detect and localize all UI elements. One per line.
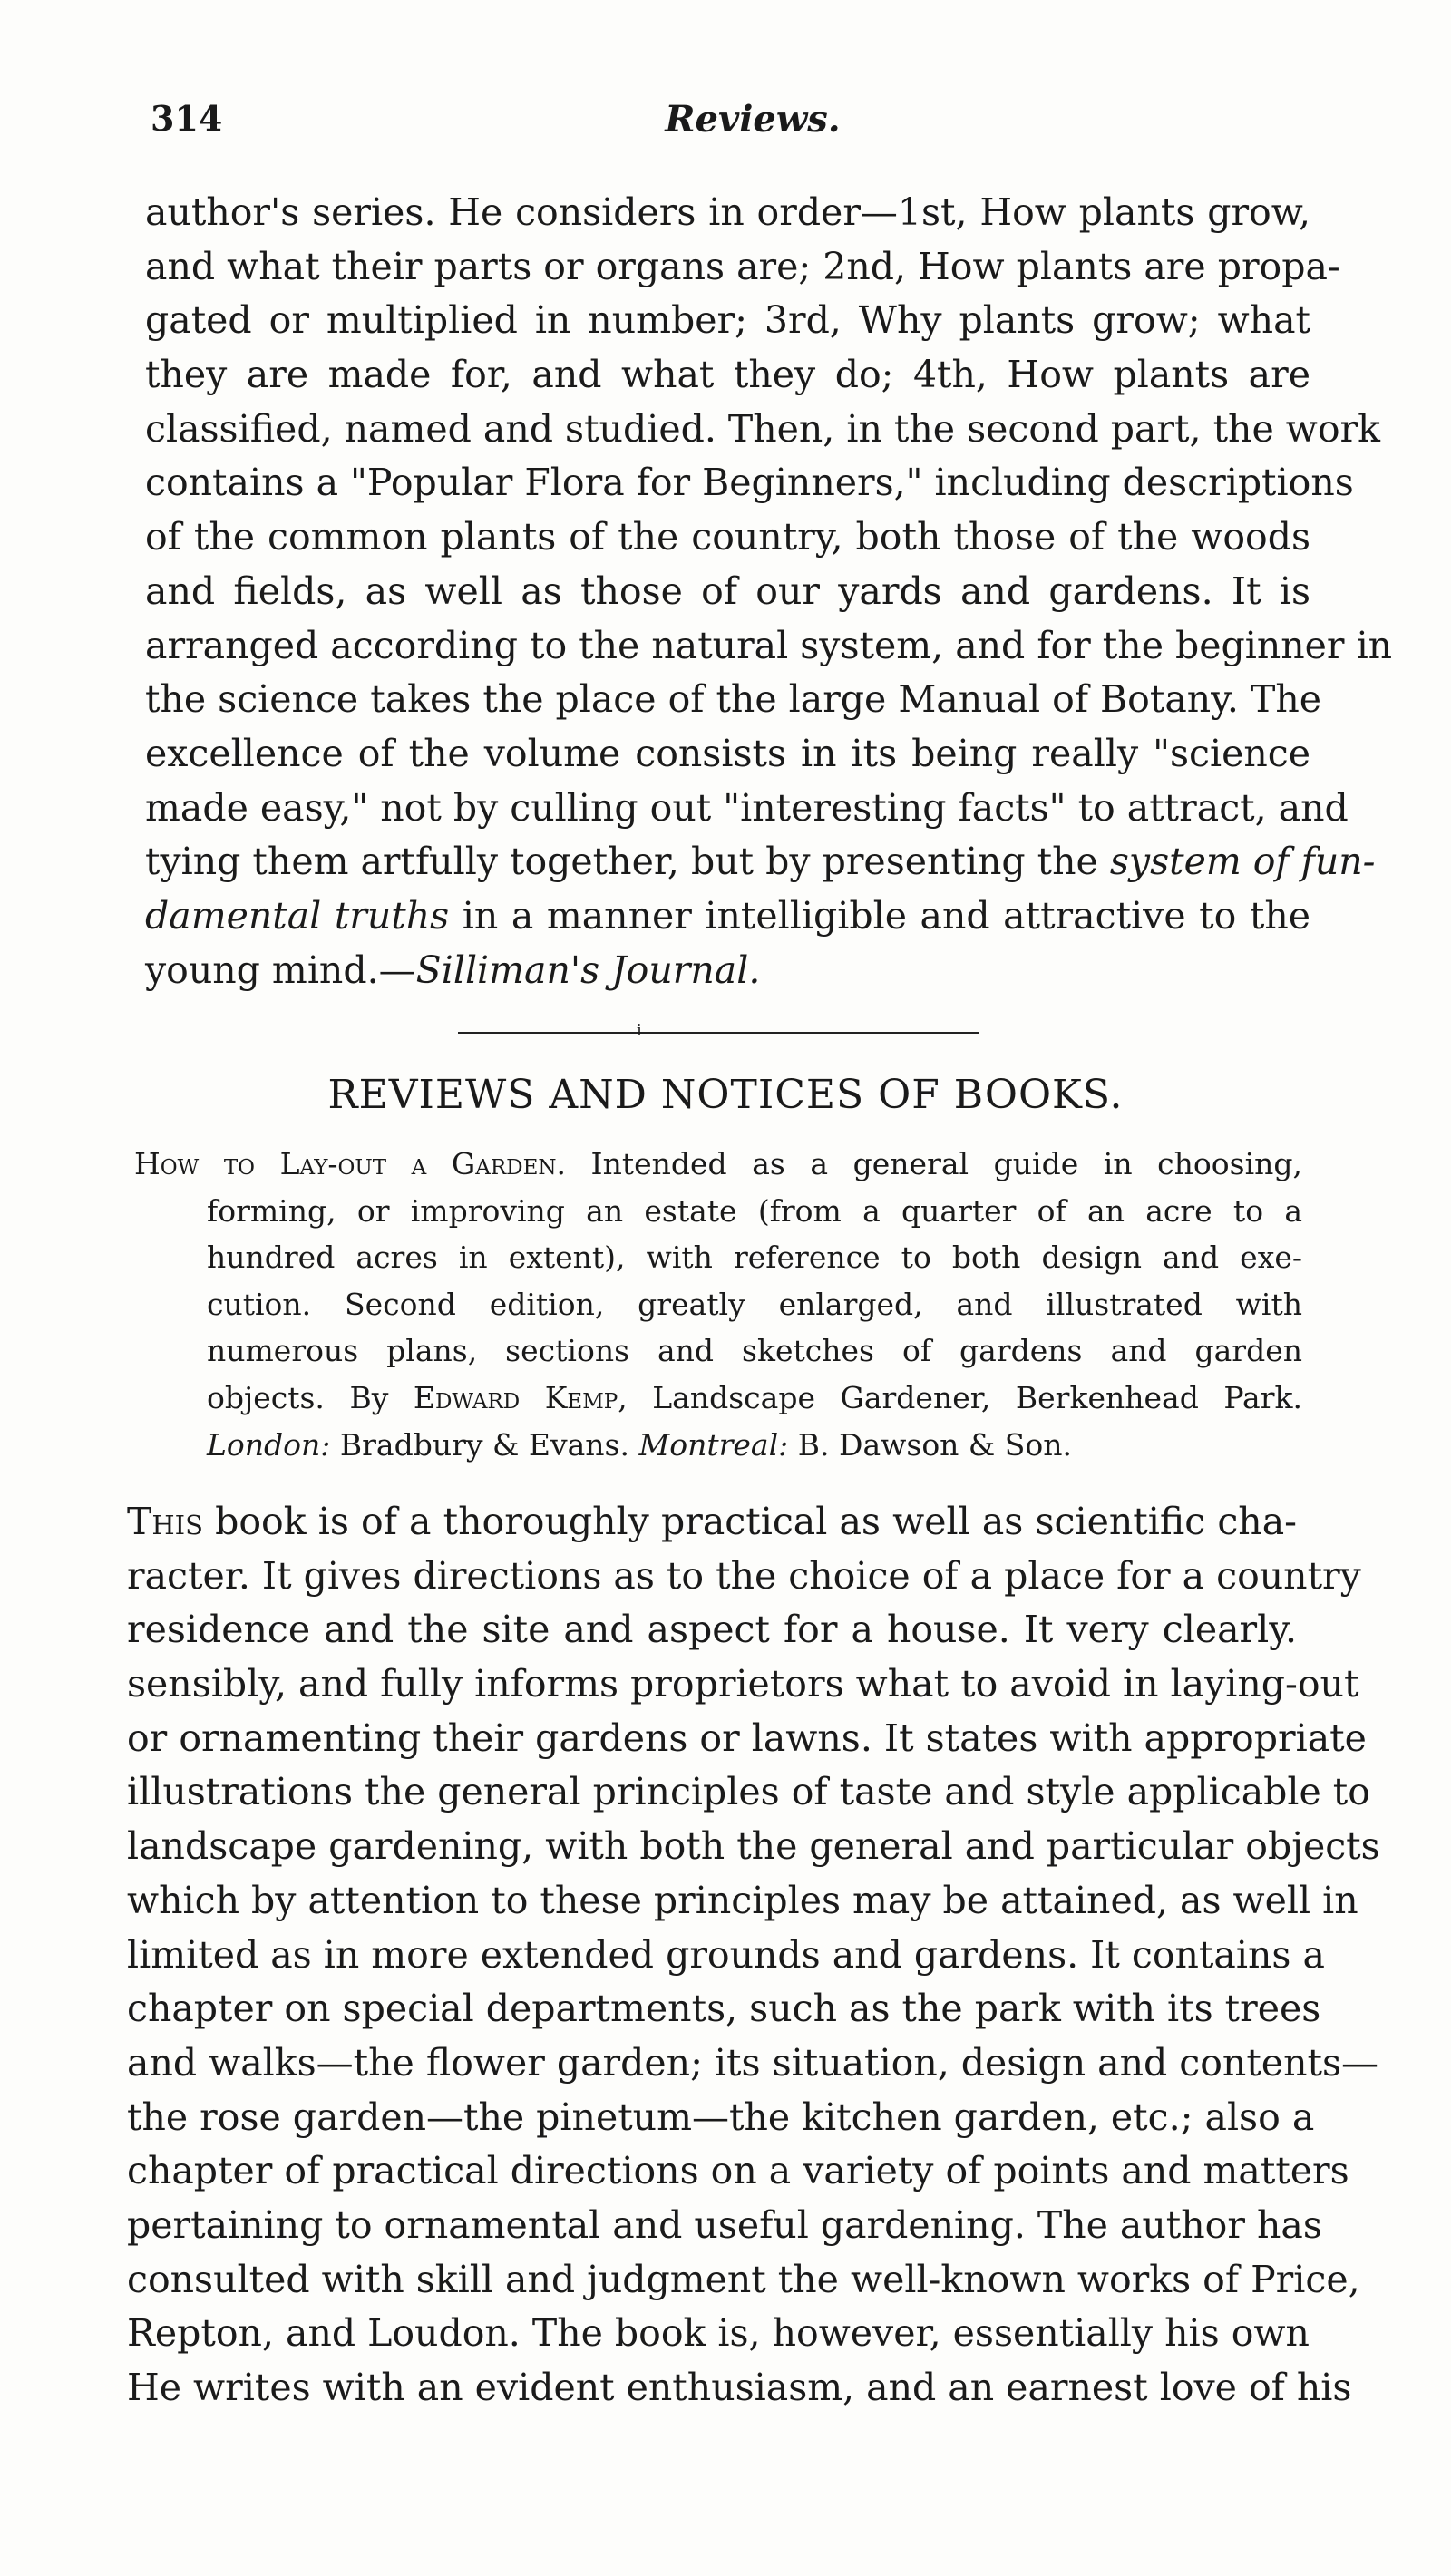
text-line: chapter on special departments, such as the park with its trees (127, 1987, 1321, 2031)
text-line: the science takes the place of the large Manual of Botany. The (145, 677, 1321, 722)
text-line (145, 944, 1310, 998)
text-line: consulted with skill and judgment the well-known works of Price, (127, 2257, 1360, 2301)
text-line (127, 1495, 1297, 1550)
text-segment: Intended as a general guide in choosing, (565, 1146, 1302, 1181)
text-line: classified, named and studied. Then, in the second part, the work (145, 406, 1380, 451)
opening-word: This (127, 1500, 203, 1543)
publisher: B. Dawson & Son. (788, 1426, 1073, 1463)
text-line: the rose garden—the pinetum—the kitchen garden, etc.; also a (127, 2095, 1315, 2139)
text-line: pertaining to ornamental and useful gardening. The author has (127, 2202, 1322, 2247)
text-segment: objects. By (207, 1379, 414, 1415)
text-line: and walks—the flower garden; its situation, design and contents— (127, 2040, 1378, 2085)
text-segment: tying them artfully together, but by presenting the (145, 840, 1110, 884)
notice-line: cution. Second edition, greatly enlarged, and illustrated with (207, 1286, 1302, 1322)
text-line: which by attention to these principles may be attained, as well in (127, 1878, 1358, 1922)
author-name: Edward Kemp (413, 1379, 618, 1415)
text-segment: , Landscape Gardener, Berkenhead Park. (618, 1379, 1302, 1415)
notice-line: numerous plans, sections and sketches of gardens and garden (207, 1333, 1302, 1369)
divider-mark: i (637, 1021, 642, 1040)
text-segment: book is of a thoroughly practical as well as scientific cha- (202, 1500, 1297, 1543)
city-label: Montreal: (638, 1426, 789, 1463)
italic-segment: damental truths (145, 893, 450, 938)
text-line: chapter of practical directions on a variety of points and matters (127, 2149, 1349, 2193)
section-divider (458, 1032, 979, 1034)
book-title: How to Lay-out a Garden. (134, 1146, 566, 1181)
source-citation: Silliman's Journal. (415, 948, 761, 992)
text-line: gated or multiplied in number; 3rd, Why plants grow; what (145, 298, 1310, 343)
italic-segment: system of fun- (1109, 840, 1376, 884)
running-title: Reviews. (665, 98, 841, 141)
text-line: arranged according to the natural system, and for the beginner in (145, 623, 1393, 667)
text-segment: in a manner intelligible and attractive to the (449, 893, 1310, 938)
notice-line (134, 1141, 1302, 1188)
publisher: Bradbury & Evans. (330, 1426, 639, 1463)
text-line: residence and the site and aspect for a house. It very clearly. (127, 1608, 1297, 1652)
text-line: and what their parts or organs are; 2nd, How plants are propa- (145, 244, 1340, 288)
review-body (127, 1495, 1380, 2416)
city-label: London: (207, 1426, 331, 1463)
text-line: landscape gardening, with both the general and particular objects (127, 1824, 1380, 1869)
text-line: sensibly, and fully informs proprietors what to avoid in laying-out (127, 1662, 1359, 1706)
notice-line: hundred acres in extent), with reference to both design and exe- (207, 1239, 1302, 1276)
text-segment: young mind.— (145, 948, 416, 992)
book-notice (134, 1141, 1302, 1468)
text-line: limited as in more extended grounds and gardens. It contains a (127, 1932, 1325, 1977)
text-line: racter. It gives directions as to the choice of a place for a country (127, 1553, 1361, 1598)
page-number: 314 (151, 98, 223, 139)
text-line: excellence of the volume consists in its being really "science (145, 731, 1310, 775)
text-line: of the common plants of the country, both those of the woods (145, 515, 1310, 559)
notice-line: forming, or improving an estate (from a quarter of an acre to a (207, 1192, 1302, 1229)
text-line: author's series. He considers in order—1st, How plants grow, (145, 190, 1310, 234)
text-line (145, 835, 1376, 889)
text-line: Repton, and Loudon. The book is, however, essentially his own (127, 2311, 1310, 2356)
text-line: He writes with an evident enthusiasm, and an earnest love of his (127, 2366, 1352, 2409)
text-line: they are made for, and what they do; 4th, How plants are (145, 353, 1310, 397)
text-line (145, 889, 1310, 944)
section-heading: REVIEWS AND NOTICES OF BOOKS. (327, 1072, 1124, 1118)
running-head (136, 98, 1315, 152)
text-line: and fields, as well as those of our yards and gardens. It is (145, 569, 1310, 613)
text-line: contains a "Popular Flora for Beginners," including descriptions (145, 461, 1354, 505)
text-line: made easy," not by culling out "interesting facts" to attract, and (145, 785, 1349, 830)
notice-line (134, 1422, 1302, 1469)
text-line: illustrations the general principles of taste and style applicable to (127, 1770, 1370, 1814)
text-line: or ornamenting their gardens or lawns. It states with appropriate (127, 1716, 1367, 1760)
notice-line (134, 1375, 1302, 1422)
previous-review-paragraph (145, 186, 1393, 997)
